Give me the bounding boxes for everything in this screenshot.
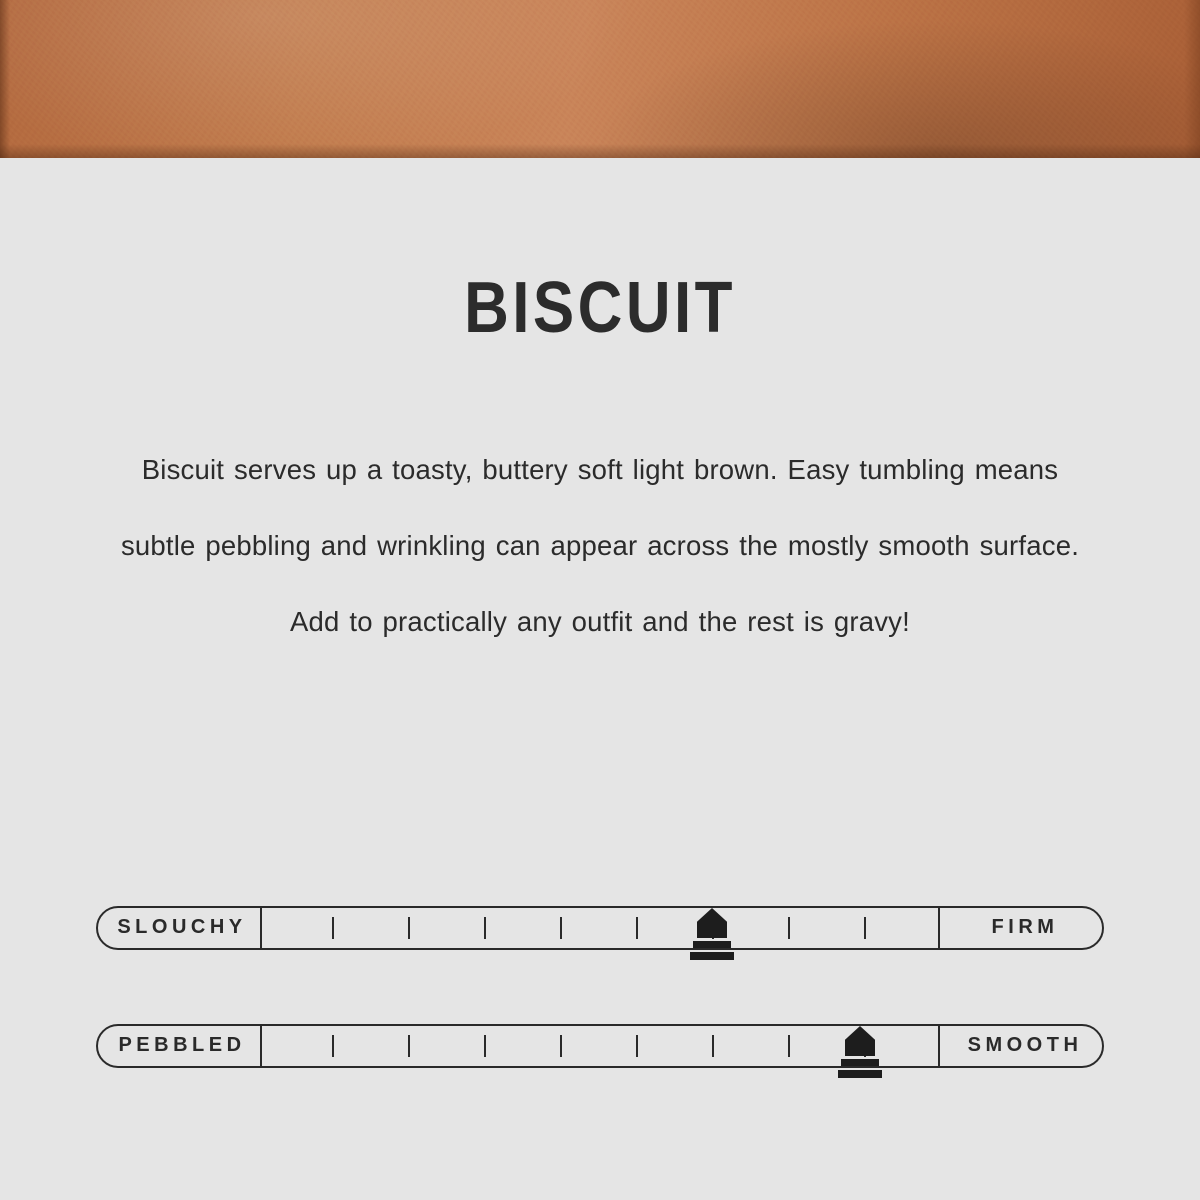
attribute-sliders xyxy=(96,900,1104,1136)
slider-structure[interactable] xyxy=(96,900,1104,966)
tick-mark xyxy=(332,917,334,939)
tick-mark xyxy=(864,917,866,939)
tick-mark xyxy=(560,917,562,939)
slider-structure-handle[interactable] xyxy=(690,908,734,966)
tick-mark xyxy=(712,1035,714,1057)
swatch-grain-texture xyxy=(0,0,1200,158)
tick-mark xyxy=(636,917,638,939)
slider-structure-ticks xyxy=(262,906,938,950)
slider-texture-left-label: PEBBLED xyxy=(96,1024,262,1068)
slider-structure-left-label: SLOUCHY xyxy=(96,906,262,950)
marker-bar-lower xyxy=(838,1070,882,1078)
tick-mark xyxy=(484,1035,486,1057)
color-description: Biscuit serves up a toasty, buttery soft light brown. Easy tumbling means subtle pebbling and wrinkling can appear across the mostly smooth surface. Add to practically any outfit and the rest is gravy! xyxy=(120,454,1080,637)
marker-house-icon xyxy=(845,1026,875,1056)
leather-swatch-image xyxy=(0,0,1200,158)
slider-structure-right-label: FIRM xyxy=(938,906,1104,950)
tick-mark xyxy=(408,1035,410,1057)
tick-mark xyxy=(788,917,790,939)
marker-bar-lower xyxy=(690,952,734,960)
swatch-edge-shadow-left xyxy=(0,0,10,158)
marker-house-icon xyxy=(697,908,727,938)
marker-bar-upper xyxy=(693,941,731,948)
slider-texture-right-label: SMOOTH xyxy=(938,1024,1104,1068)
tick-mark xyxy=(636,1035,638,1057)
page-title: BISCUIT xyxy=(464,268,736,348)
slider-texture-handle[interactable] xyxy=(838,1026,882,1084)
tick-mark xyxy=(332,1035,334,1057)
swatch-edge-shadow-right xyxy=(1184,0,1200,158)
tick-mark xyxy=(560,1035,562,1057)
marker-bar-upper xyxy=(841,1059,879,1066)
swatch-edge-shadow-bottom xyxy=(0,144,1200,158)
tick-mark xyxy=(788,1035,790,1057)
tick-mark xyxy=(408,917,410,939)
slider-texture[interactable] xyxy=(96,1018,1104,1084)
slider-texture-ticks xyxy=(262,1024,938,1068)
tick-mark xyxy=(484,917,486,939)
